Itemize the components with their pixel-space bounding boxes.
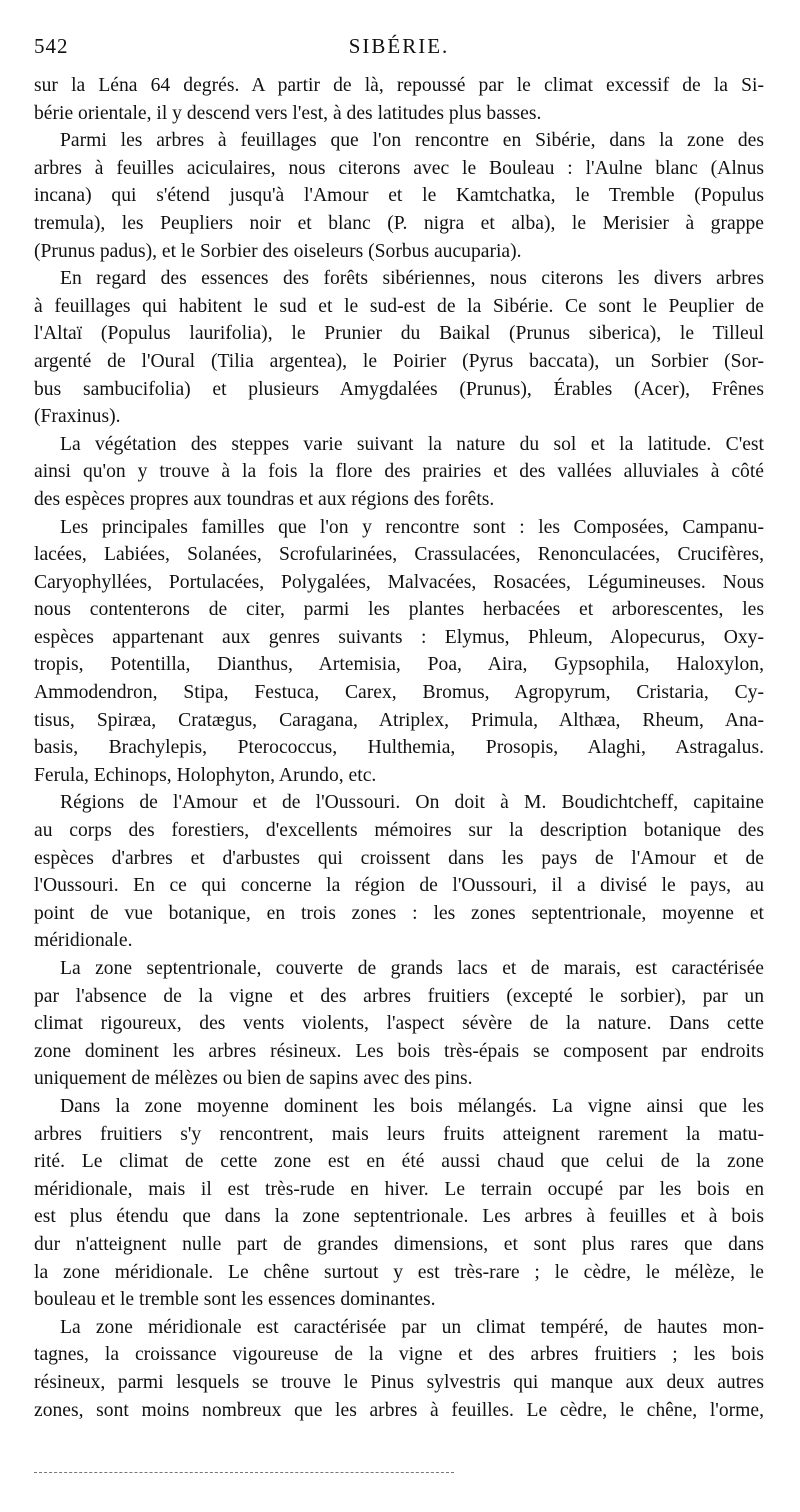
text-line: espèces d'arbres et d'arbustes qui croissent dans les pays de l'Amour et de [34, 847, 764, 869]
text-line: La végétation des steppes varie suivant la nature du sol et la latitude. C'est [60, 433, 764, 455]
text-line: l'Oussouri. En ce qui concerne la région de l'Oussouri, il a divisé le pays, au [34, 875, 764, 897]
text-line: La zone septentrionale, couverte de grands lacs et de marais, est caractérisée [60, 958, 764, 979]
text-line: au corps des forestiers, d'excellents mémoires sur la description botanique des [34, 820, 764, 842]
text-line: bouleau et le tremble sont les essences dominantes. [34, 1289, 436, 1311]
running-title: SIBÉRIE. [348, 34, 450, 58]
text-line: (Prunus padus), et le Sorbier des oiseleurs (Sorbus aucuparia). [34, 240, 522, 262]
text-line: Régions de l'Amour et de l'Oussouri. On doit à M. Boudichtcheff, capitaine [60, 792, 764, 814]
text-line: La zone méridionale est caractérisée par un climat tempéré, de hautes mon- [60, 1316, 764, 1338]
text-line: (Fraxinus). [34, 406, 121, 428]
text-line: tisus, Spiræa, Cratægus, Caragana, Atriplex, Primula, Althæa, Rheum, Ana- [34, 709, 764, 731]
text-line: la zone méridionale. Le chêne surtout y est très-rare ; le cèdre, le mélèze, le [34, 1261, 764, 1283]
text-line: lacées, Labiées, Solanées, Scrofularinées, Crassulacées, Renonculacées, Crucifères, [34, 544, 764, 566]
text-line: arbres fruitiers s'y rencontrent, mais leurs fruits atteignent rarement la matu- [34, 1123, 764, 1145]
text-line: Ferula, Echinops, Holophyton, Arundo, etc. [34, 764, 377, 786]
text-line: tagnes, la croissance vigoureuse de la vigne et des arbres fruitiers ; les bois [34, 1344, 764, 1366]
text-line: uniquement de mélèzes ou bien de sapins avec des pins. [34, 1068, 473, 1090]
body-text [34, 72, 764, 1424]
text-line: Dans la zone moyenne dominent les bois mélangés. La vigne ainsi que les [60, 1095, 764, 1117]
text-line: des espèces propres aux toundras et aux régions des forêts. [34, 488, 495, 510]
text-line: climat rigoureux, des vents violents, l'aspect sévère de la nature. Dans cette [34, 1013, 764, 1035]
text-line: rité. Le climat de cette zone est en été aussi chaud que celui de la zone [34, 1151, 764, 1173]
text-line: résineux, parmi lesquels se trouve le Pinus sylvestris qui manque aux deux autres [34, 1371, 764, 1393]
text-line: En regard des essences des forêts sibériennes, nous citerons les divers arbres [60, 268, 764, 290]
footer-rule [34, 1472, 454, 1473]
text-line: méridionale, mais il est très-rude en hiver. Le terrain occupé par les bois en [34, 1178, 764, 1200]
text-line: Parmi les arbres à feuillages que l'on rencontre en Sibérie, dans la zone des [60, 130, 764, 152]
text-line: bérie orientale, il y descend vers l'est, à des latitudes plus basses. [34, 102, 542, 124]
text-line: Caryophyllées, Portulacées, Polygalées, Malvacées, Rosacées, Légumineuses. Nous [34, 571, 764, 593]
text-line: est plus étendu que dans la zone septentrionale. Les arbres à feuilles et à bois [34, 1206, 764, 1228]
text-line: dur n'atteignent nulle part de grandes dimensions, et sont plus rares que dans [34, 1233, 764, 1255]
text-line: bus sambucifolia) et plusieurs Amygdalées (Prunus), Érables (Acer), Frênes [34, 378, 764, 400]
text-line: basis, Brachylepis, Pterococcus, Hulthemia, Prosopis, Alaghi, Astragalus. [34, 737, 764, 759]
text-line: ainsi qu'on y trouve à la fois la flore des prairies et des vallées alluviales à côté [34, 461, 764, 483]
text-line: sur la Léna 64 degrés. A partir de là, repoussé par le climat excessif de la Si- [34, 75, 764, 96]
text-line: arbres à feuilles aciculaires, nous citerons avec le Bouleau : l'Aulne blanc (Alnus [34, 157, 764, 179]
text-line: zones, sont moins nombreux que les arbres à feuilles. Le cèdre, le chêne, l'orme, [34, 1399, 764, 1421]
text-line: à feuillages qui habitent le sud et le sud-est de la Sibérie. Ce sont le Peuplier de [34, 295, 764, 317]
text-line: tropis, Potentilla, Dianthus, Artemisia, Poa, Aira, Gypsophila, Haloxylon, [34, 654, 764, 676]
text-line: méridionale. [34, 930, 133, 952]
text-line: Ammodendron, Stipa, Festuca, Carex, Bromus, Agropyrum, Cristaria, Cy- [34, 682, 764, 704]
text-line: l'Altaï (Populus laurifolia), le Prunier du Baikal (Prunus siberica), le Tilleul [34, 323, 764, 345]
page-header [34, 34, 764, 62]
text-line: tremula), les Peupliers noir et blanc (P. nigra et alba), le Merisier à grappe [34, 212, 764, 234]
text-line: argenté de l'Oural (Tilia argentea), le Poirier (Pyrus baccata), un Sorbier (Sor- [34, 350, 764, 372]
page-number: 542 [34, 34, 69, 58]
text-line: nous contenterons de citer, parmi les plantes herbacées et arborescentes, les [34, 599, 764, 621]
text-line: Les principales familles que l'on y rencontre sont : les Composées, Campanu- [60, 516, 764, 538]
text-line: incana) qui s'étend jusqu'à l'Amour et le Kamtchatka, le Tremble (Populus [34, 185, 764, 207]
text-line: par l'absence de la vigne et des arbres fruitiers (excepté le sorbier), par un [34, 985, 764, 1007]
text-line: point de vue botanique, en trois zones : les zones septentrionale, moyenne et [34, 902, 764, 924]
text-line: zone dominent les arbres résineux. Les bois très-épais se composent par endroits [34, 1040, 764, 1062]
text-line: espèces appartenant aux genres suivants : Elymus, Phleum, Alopecurus, Oxy- [34, 626, 764, 648]
